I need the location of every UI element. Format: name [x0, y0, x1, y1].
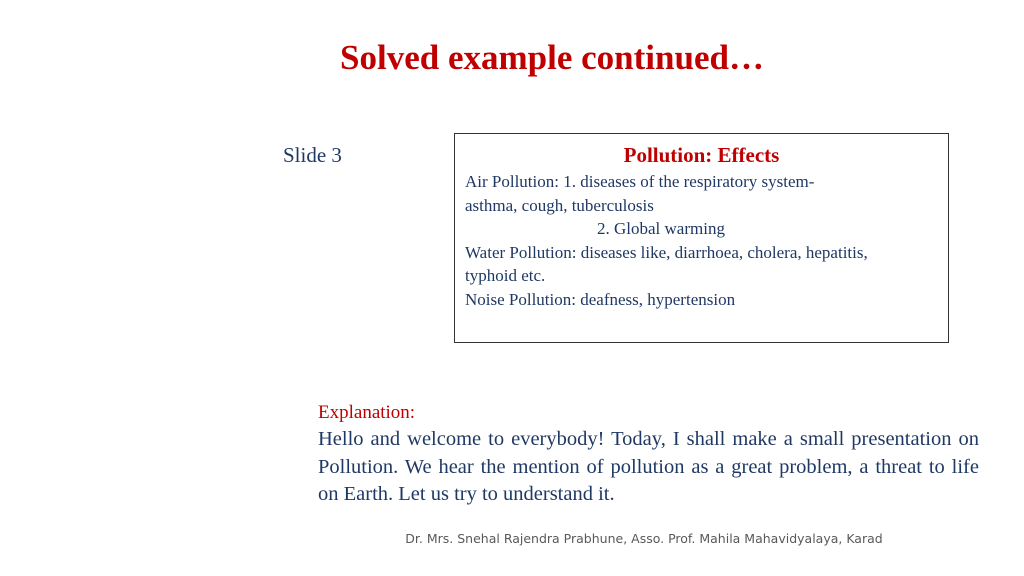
effects-line-water-1: Water Pollution: diseases like, diarrhoea, cholera, hepatitis, — [465, 242, 868, 262]
explanation-label: Explanation: — [318, 402, 416, 423]
slide-title: Solved example continued… — [340, 38, 764, 77]
effects-line-water-2: typhoid etc. — [465, 266, 546, 286]
effects-box — [454, 133, 949, 343]
slide-number-label: Slide 3 — [283, 143, 342, 167]
effects-line-air-2: asthma, cough, tuberculosis — [465, 195, 654, 215]
explanation-text: Hello and welcome to everybody! Today, I shall make a small presentation on Pollution. We hear the mention of pollution as a great problem, a threat to life on Earth. Let us try to understand it. — [318, 428, 979, 505]
effects-line-air-1: Air Pollution: 1. diseases of the respiratory system- — [465, 172, 815, 191]
effects-line-noise: Noise Pollution: deafness, hypertension — [465, 289, 736, 309]
explanation-section — [318, 400, 979, 509]
footer-credit: Dr. Mrs. Snehal Rajendra Prabhune, Asso. Prof. Mahila Mahavidyalaya, Karad — [405, 531, 883, 546]
effects-line-air-3: 2. Global warming — [597, 219, 725, 239]
effects-heading: Pollution: Effects — [623, 143, 780, 167]
